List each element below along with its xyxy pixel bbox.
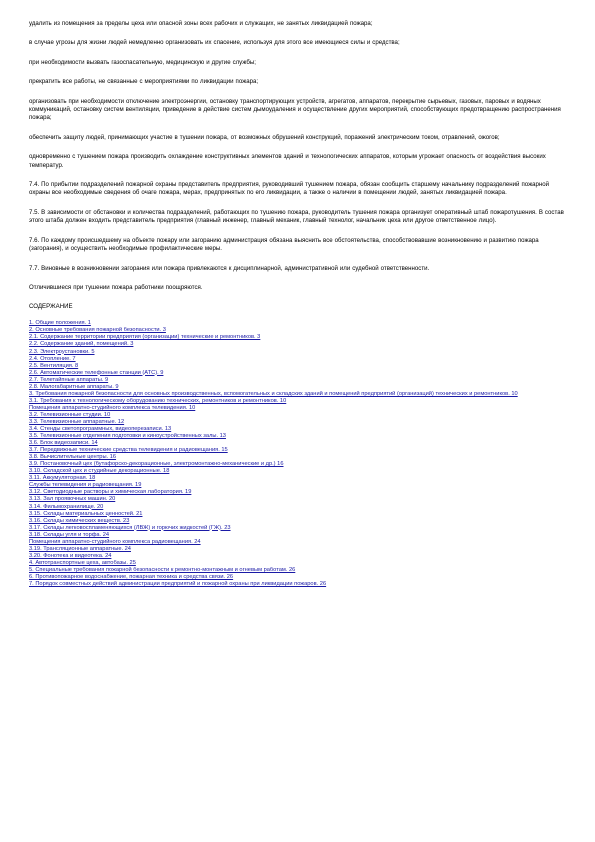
toc-entry-link[interactable]: 2.3. Электроустановки. 5 — [29, 348, 95, 355]
toc-entry-link[interactable]: 6. Противопожарное водоснабжение, пожарная техника и средства связи. 26 — [29, 574, 234, 580]
toc-entry-link[interactable]: Службы телевидения и радиовещания. 19 — [29, 482, 142, 489]
toc-entry-link[interactable]: 2. Основные требования пожарной безопасности. 3 — [29, 327, 166, 334]
toc-entry-link[interactable]: 3.6. Блок видеозаписи. 14 — [29, 440, 98, 447]
toc-entry-link[interactable]: 3.13. Зал проявочных машин. 20 — [29, 496, 116, 503]
body-paragraph: прекратить все работы, не связанные с мероприятиями по ликвидации пожара; — [29, 78, 259, 86]
spacer — [29, 67, 566, 78]
toc-entry-link[interactable]: 2.5. Вентиляция. 8 — [29, 362, 79, 369]
body-paragraph: организовать при необходимости отключение электроэнергии, остановку транспортирующих устройств, агрегатов, аппаратов, перекрытие сырьевых, газовых, паровых и водяных коммуникаций, остановку систем вентиляции, приведение в действие систем дымоудаления и осуществление других мероприятий, способствующих предотвращению распространения пожара; — [29, 97, 561, 122]
toc-entry-link[interactable]: Помещения аппаратно-студийного комплекса радиовещания. 24 — [29, 538, 201, 545]
spacer — [29, 292, 566, 303]
spacer — [29, 226, 566, 237]
toc-entry-link[interactable]: 3.19. Трансляционные аппаратные. 24 — [29, 545, 131, 552]
toc-entry-link[interactable]: 3.15. Склады материальных ценностей. 21 — [29, 510, 143, 517]
toc-entry-link[interactable]: 3.4. Стенды светопрограммных, видеоперезаписи. 13 — [29, 426, 172, 433]
toc-entry-link[interactable]: 3.1. Требования к технологическому оборудованию технических, ремонтников и ремонтников. 10 — [29, 397, 287, 404]
toc-entry-link[interactable]: 3.12. Светодиодные растворы и химическая лаборатория. 19 — [29, 489, 192, 496]
toc-entry-link[interactable]: 2.8. Малогабаритные аппараты. 9 — [29, 383, 119, 390]
toc-entry-link[interactable]: 3.10. Складской цех и студийные декорационные. 18 — [29, 468, 170, 475]
toc-entry-link[interactable]: 2.1. Содержание территории предприятия (организации) технические и ремонтников. 3 — [29, 334, 261, 341]
toc-entry-link[interactable]: 2.6. Автоматические телефонные станции (АТС). 9 — [29, 369, 164, 376]
toc-entry-link[interactable]: 4. Автотранспортные цеха, автобазы. 25 — [29, 559, 136, 566]
toc-entry-link[interactable]: 3.3. Телевизионные аппаратные. 12 — [29, 418, 125, 425]
toc-entry-link[interactable]: 3.2. Телевизионные студии. 10 — [29, 411, 111, 418]
spacer — [29, 198, 566, 209]
toc-entry-link[interactable]: 3.14. Фильмохранилище. 20 — [29, 503, 104, 510]
toc-entry-link[interactable]: 3.16. Склады химических веществ. 23 — [29, 517, 130, 524]
spacer — [29, 48, 566, 59]
toc-entry-link[interactable]: 2.2. Содержание зданий, помещений. 3 — [29, 341, 134, 348]
body-paragraph: Отличившиеся при тушении пожара работники поощряются. — [29, 283, 203, 291]
toc-title: СОДЕРЖАНИЕ — [29, 303, 73, 311]
toc-entry-link[interactable]: 3.7. Передвижные технические средства телевидения и радиовещания. 15 — [29, 447, 228, 454]
toc-entry-link[interactable]: Помещения аппаратно-студийного комплекса телевидения. 10 — [29, 404, 196, 411]
toc-entry-link[interactable]: 3.8. Вычислительные центры. 16 — [29, 454, 117, 461]
toc-entry-link[interactable]: 1. Общие положения. 1 — [29, 320, 91, 327]
toc-entry-link[interactable]: 3.18. Склады угля и торфа. 24 — [29, 531, 110, 538]
spacer — [29, 87, 566, 98]
table-of-contents — [29, 320, 566, 588]
toc-entry-link[interactable]: 3.9. Постановочный цех (бутафорско-декорационные, электромонтажно-механические и др.) 16 — [29, 461, 284, 468]
spacer — [29, 273, 566, 284]
spacer — [29, 254, 566, 265]
body-paragraph: 7.7. Виновные в возникновении загорания или пожара привлекаются к дисциплинарной, административной или судебной ответственности. — [29, 264, 430, 272]
toc-entry-link[interactable]: 3.11. Аккумуляторная. 18 — [29, 475, 96, 482]
spacer — [29, 123, 566, 134]
body-paragraph: в случае угрозы для жизни людей немедленно организовать их спасение, используя для этого все имеющиеся силы и средства; — [29, 39, 400, 47]
spacer — [29, 142, 566, 153]
toc-entry-link[interactable]: 2.4. Отопление. 7 — [29, 355, 76, 362]
toc-entry-link[interactable]: 3. Требования пожарной безопасности для основных производственных, вспомогательных и складских зданий и помещений предприятий (организаций) технических и ремонтников. 10 — [29, 390, 518, 397]
body-paragraph: при необходимости вызвать газоспасательную, медицинскую и другие службы; — [29, 58, 256, 66]
toc-entry-link[interactable]: 3.20. Фонотека и видеотека. 24 — [29, 552, 112, 559]
body-paragraph: 7.4. По прибытии подразделений пожарной охраны представитель предприятия, руководивший тушением пожара, обязан сообщить старшему начальнику подразделений пожарной охраны все необходимые сведения об очаге пожара, мерах, предпринятых по его ликвидации, а также о наличии в помещении людей, занятых ликвидацией пожара. — [29, 181, 550, 197]
body-paragraph: обеспечить защиту людей, принимающих участие в тушении пожара, от возможных обрушений конструкций, поражений электрическим током, отравлений, ожогов; — [29, 133, 500, 141]
toc-entry-link[interactable]: 5. Специальные требования пожарной безопасности к ремонтно-монтажным и огневым работам. 26 — [29, 566, 296, 573]
body-paragraph: 7.5. В зависимости от обстановки и количества подразделений, работающих по тушению пожара, руководитель тушения пожара организует оперативный штаб пожаротушения. В состав этого штаба должен входить представитель предприятия (главный инженер, главный механик, главный технолог, начальник цеха или другое ответственное лицо). — [29, 208, 564, 225]
document-page — [29, 20, 566, 588]
toc-entry-link[interactable]: 7. Порядок совместных действий администрации предприятий и пожарной охраны при ликвидации пожаров. 26 — [29, 581, 327, 588]
body-paragraph: одновременно с тушением пожара производить охлаждение конструктивных элементов зданий и технологических аппаратов, которым угрожает опасность от воздействия высоких температур. — [29, 153, 546, 169]
body-paragraph: удалить из помещения за пределы цеха или опасной зоны всех рабочих и служащих, не занятых ликвидацией пожара; — [29, 20, 373, 27]
toc-entry-link[interactable]: 3.5. Телевизионные отделения подготовки и киноустройственных залы. 13 — [29, 433, 226, 440]
toc-entry-link[interactable]: 3.17. Склады легковоспламеняющихся (ЛВЖ) и горючих жидкостей (ГЖ). 23 — [29, 524, 231, 531]
body-paragraph: 7.6. По каждому происшедшему на объекте пожару или загоранию администрация обязана выяснить все обстоятельства, способствовавшие возникновению и развитию пожара (загорания), и осуществить необходимые профилактические меры. — [29, 236, 539, 253]
toc-entry-link[interactable]: 2.7. Телетайпные аппараты. 9 — [29, 376, 109, 383]
spacer — [29, 170, 566, 181]
spacer — [29, 28, 566, 39]
